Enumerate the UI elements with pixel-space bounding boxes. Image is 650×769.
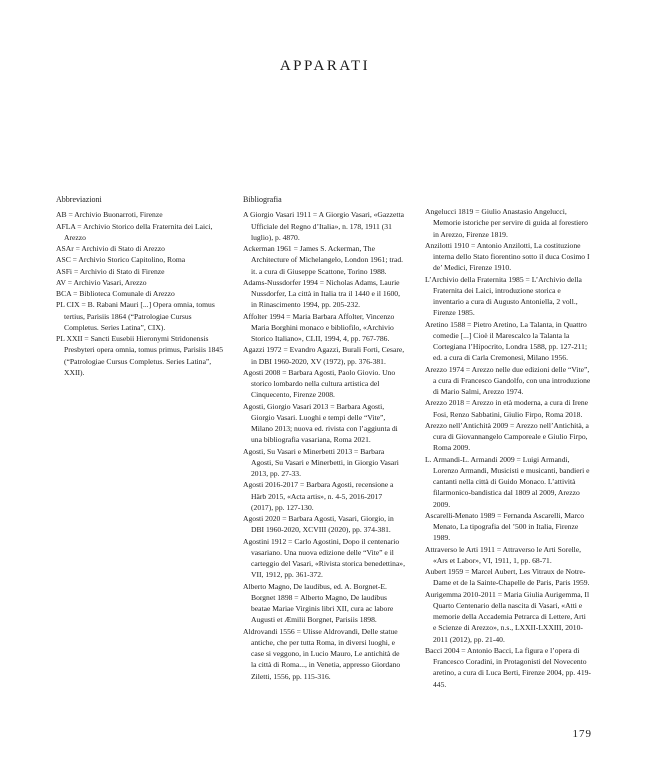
abbreviation-entry: PL XXII = Sancti Eusebii Hieronymi Stridonensis Presbyteri opera omnia, tomus primus, Parisiis 1845 (“Patrologiae Cursus Completus. Series Latina”, XXII).: [56, 334, 224, 377]
bibliography-entry: Agosti 2020 = Barbara Agosti, Vasari, Giorgio, in DBI 1960-2020, XCVIII (2020), pp. 374-381.: [243, 514, 394, 535]
abbreviation-entry: AV = Archivio Vasari, Arezzo: [56, 277, 147, 287]
abbreviations-column: [56, 194, 228, 378]
abbreviation-entry: BCA = Biblioteca Comunale di Arezzo: [56, 289, 175, 298]
bibliography-entry: Adams-Nussdorfer 1994 = Nicholas Adams, Laurie Nussdorfer, La città in Italia tra il 1440 e il 1600, in Rinascimento 1994, pp. 205-232.: [243, 277, 400, 310]
bibliography-entry: Ackerman 1961 = James S. Ackerman, The Architecture of Michelangelo, London 1961; trad. it. a cura di Giuseppe Scattone, Torino 1988.: [243, 244, 404, 276]
bibliography-entry: Arezzo 1974 = Arezzo nelle due edizioni delle “Vite”, a cura di Francesco Gandolfo, con una introduzione di Mario Salmi, Arezzo 1974.: [425, 364, 591, 396]
bibliography-entry: Ascarelli-Menato 1989 = Fernanda Ascarelli, Marco Menato, La tipografia del ’500 in Italia, Firenze 1989.: [425, 510, 585, 543]
bibliography-entry: Attraverso le Arti 1911 = Attraverso le Arti Sorelle, «Ars et Labor», VI, 1911, 1, pp. 68-71.: [425, 544, 582, 565]
bibliography-column-1: [243, 194, 406, 682]
abbreviation-entry: ASC = Archivio Storico Capitolino, Roma: [56, 255, 186, 265]
bibliography-entry: Agosti, Su Vasari e Minerbetti 2013 = Barbara Agosti, Su Vasari e Minerbetti, in Giorgio Vasari 2013, pp. 27-33.: [243, 446, 399, 478]
bibliography-entry: Arezzo 2018 = Arezzo in età moderna, a cura di Irene Fosi, Renzo Sabbatini, Giulio Firpo, Roma 2018.: [425, 398, 589, 419]
bibliography-entry: Agostini 1912 = Carlo Agostini, Dopo il centenario vasariano. Una nuova edizione delle “Vite” e il carteggio del Vasari, «Rivista storica benedettina», VII, 1912, pp. 361-372.: [243, 536, 406, 580]
bibliography-entry: Bacci 2004 = Antonio Bacci, La figura e l’opera di Francesco Coradini, in Protagonisti del Novecento aretino, a cura di Luca Berti, Firenze 2004, pp. 419-445.: [425, 645, 591, 689]
bibliography-entry: L. Armandi-L. Armandi 2009 = Luigi Armandi, Lorenzo Armandi, Musicisti e musicanti, bandieri e cantanti nella città di Guido Monaco. L’attività filarmonico-bandistica dal 1809 al 2009, Arezzo 2009.: [425, 454, 590, 509]
abbreviation-entry: PL CIX = B. Rabani Mauri [...] Opera omnia, tomus tertius, Parisiis 1864 (“Patrologiae Cursus Completus. Series Latina”, CIX).: [56, 300, 215, 332]
abbreviations-heading: Abbreviazioni: [56, 195, 102, 204]
bibliography-entry: Aldrovandi 1556 = Ulisse Aldrovandi, Delle statue antiche, che per tutta Roma, in diversi luoghi, e case si veggono, in Lucio Mauro, Le antichità de la città di Roma..., in Venetia, appresso Giordano Ziletti, 1556, pp. 115-316.: [243, 626, 401, 681]
abbreviation-entry: AFLA = Archivio Storico della Fraternita dei Laici, Arezzo: [56, 221, 213, 242]
abbreviation-entry: ASAr = Archivio di Stato di Arezzo: [56, 244, 165, 253]
bibliography-entry: Arezzo nell’Antichità 2009 = Arezzo nell’Antichità, a cura di Giovannangelo Camporeale e Giulio Firpo, Roma 2009.: [425, 420, 589, 453]
bibliography-entry: L’Archivio della Fraternita 1985 = L’Archivio della Fraternita dei Laici, introduzione storica e inventario a cura di Augusto Antoniella, 2 voll., Firenze 1985.: [425, 274, 582, 318]
bibliography-entry: Aubert 1959 = Marcel Aubert, Les Vitraux de Notre-Dame et de la Sainte-Chapelle de Paris, Paris 1959.: [425, 567, 590, 588]
abbreviation-entry: AB = Archivio Buonarroti, Firenze: [56, 210, 163, 220]
page-number: 179: [572, 728, 592, 740]
abbreviation-entry: ASFi = Archivio di Stato di Firenze: [56, 266, 165, 276]
bibliography-entry: Agosti, Giorgio Vasari 2013 = Barbara Agosti, Giorgio Vasari. Luoghi e tempi delle “Vite”, Milano 2013; nuova ed. rivista con l’aggiunta di una bibliografia vasariana, Roma 2021.: [243, 401, 398, 445]
bibliography-entry: Aurigemma 2010-2011 = Maria Giulia Aurigemma, Il Quarto Centenario della nascita di Vasari, «Atti e memorie della Accademia Petrarca di Lettere, Arti e Scienze di Arezzo», n.s., LXXII-LXXIII, 2010-2011 (2012), pp. 21-40.: [425, 589, 590, 644]
page-title: APPARATI: [279, 58, 371, 74]
bibliography-heading: Bibliografia: [243, 195, 282, 204]
bibliography-entry: Agosti 2008 = Barbara Agosti, Paolo Giovio. Uno storico lombardo nella cultura artistica del Cinquecento, Firenze 2008.: [243, 367, 396, 400]
bibliography-entry: Alberto Magno, De laudibus, ed. A. Borgnet-E. Borgnet 1898 = Alberto Magno, De laudibus beatae Mariae Virginis libri XII, cura ac labore Augusti et Æmilii Borgnet, Parisiis 1898.: [243, 581, 394, 625]
bibliography-entry: Agazzi 1972 = Evandro Agazzi, Burali Forti, Cesare, in DBI 1960-2020, XV (1972), pp. 376-381.: [243, 345, 405, 366]
bibliography-entry: Agosti 2016-2017 = Barbara Agosti, recensione a Härb 2015, «Acta artis», n. 4-5, 2016-2017 (2017), pp. 127-130.: [243, 480, 394, 512]
bibliography-entry: Aretino 1588 = Pietro Aretino, La Talanta, in Quattro comedie [...] Cioè il Marescalco la Talanta la Cortegiana l’Hipocrito, Londra 1588, pp. 127-211; ed. a cura di Carla Cremonesi, Milano 1956.: [425, 319, 588, 363]
bibliography-column-2: [425, 206, 591, 690]
bibliography-entry: Angelucci 1819 = Giulio Anastasio Angelucci, Memorie istoriche per servire di guida al forestiero in Arezzo, Firenze 1819.: [425, 207, 588, 239]
bibliography-entry: A Giorgio Vasari 1911 = A Giorgio Vasari, «Gazzetta Ufficiale del Regno d’Italia», n. 178, 1911 (31 luglio), p. 4870.: [243, 210, 404, 242]
bibliography-entry: Anzilotti 1910 = Antonio Anzilotti, La costituzione interna dello Stato fiorentino sotto il duca Cosimo I de’ Medici, Firenze 1910.: [425, 240, 590, 273]
bibliography-entry: Affolter 1994 = Maria Barbara Affolter, Vincenzo Maria Borghini monaco e bibliofilo, «Archivio Storico Italiano», CLII, 1994, 4, pp. 767-786.: [243, 311, 395, 343]
